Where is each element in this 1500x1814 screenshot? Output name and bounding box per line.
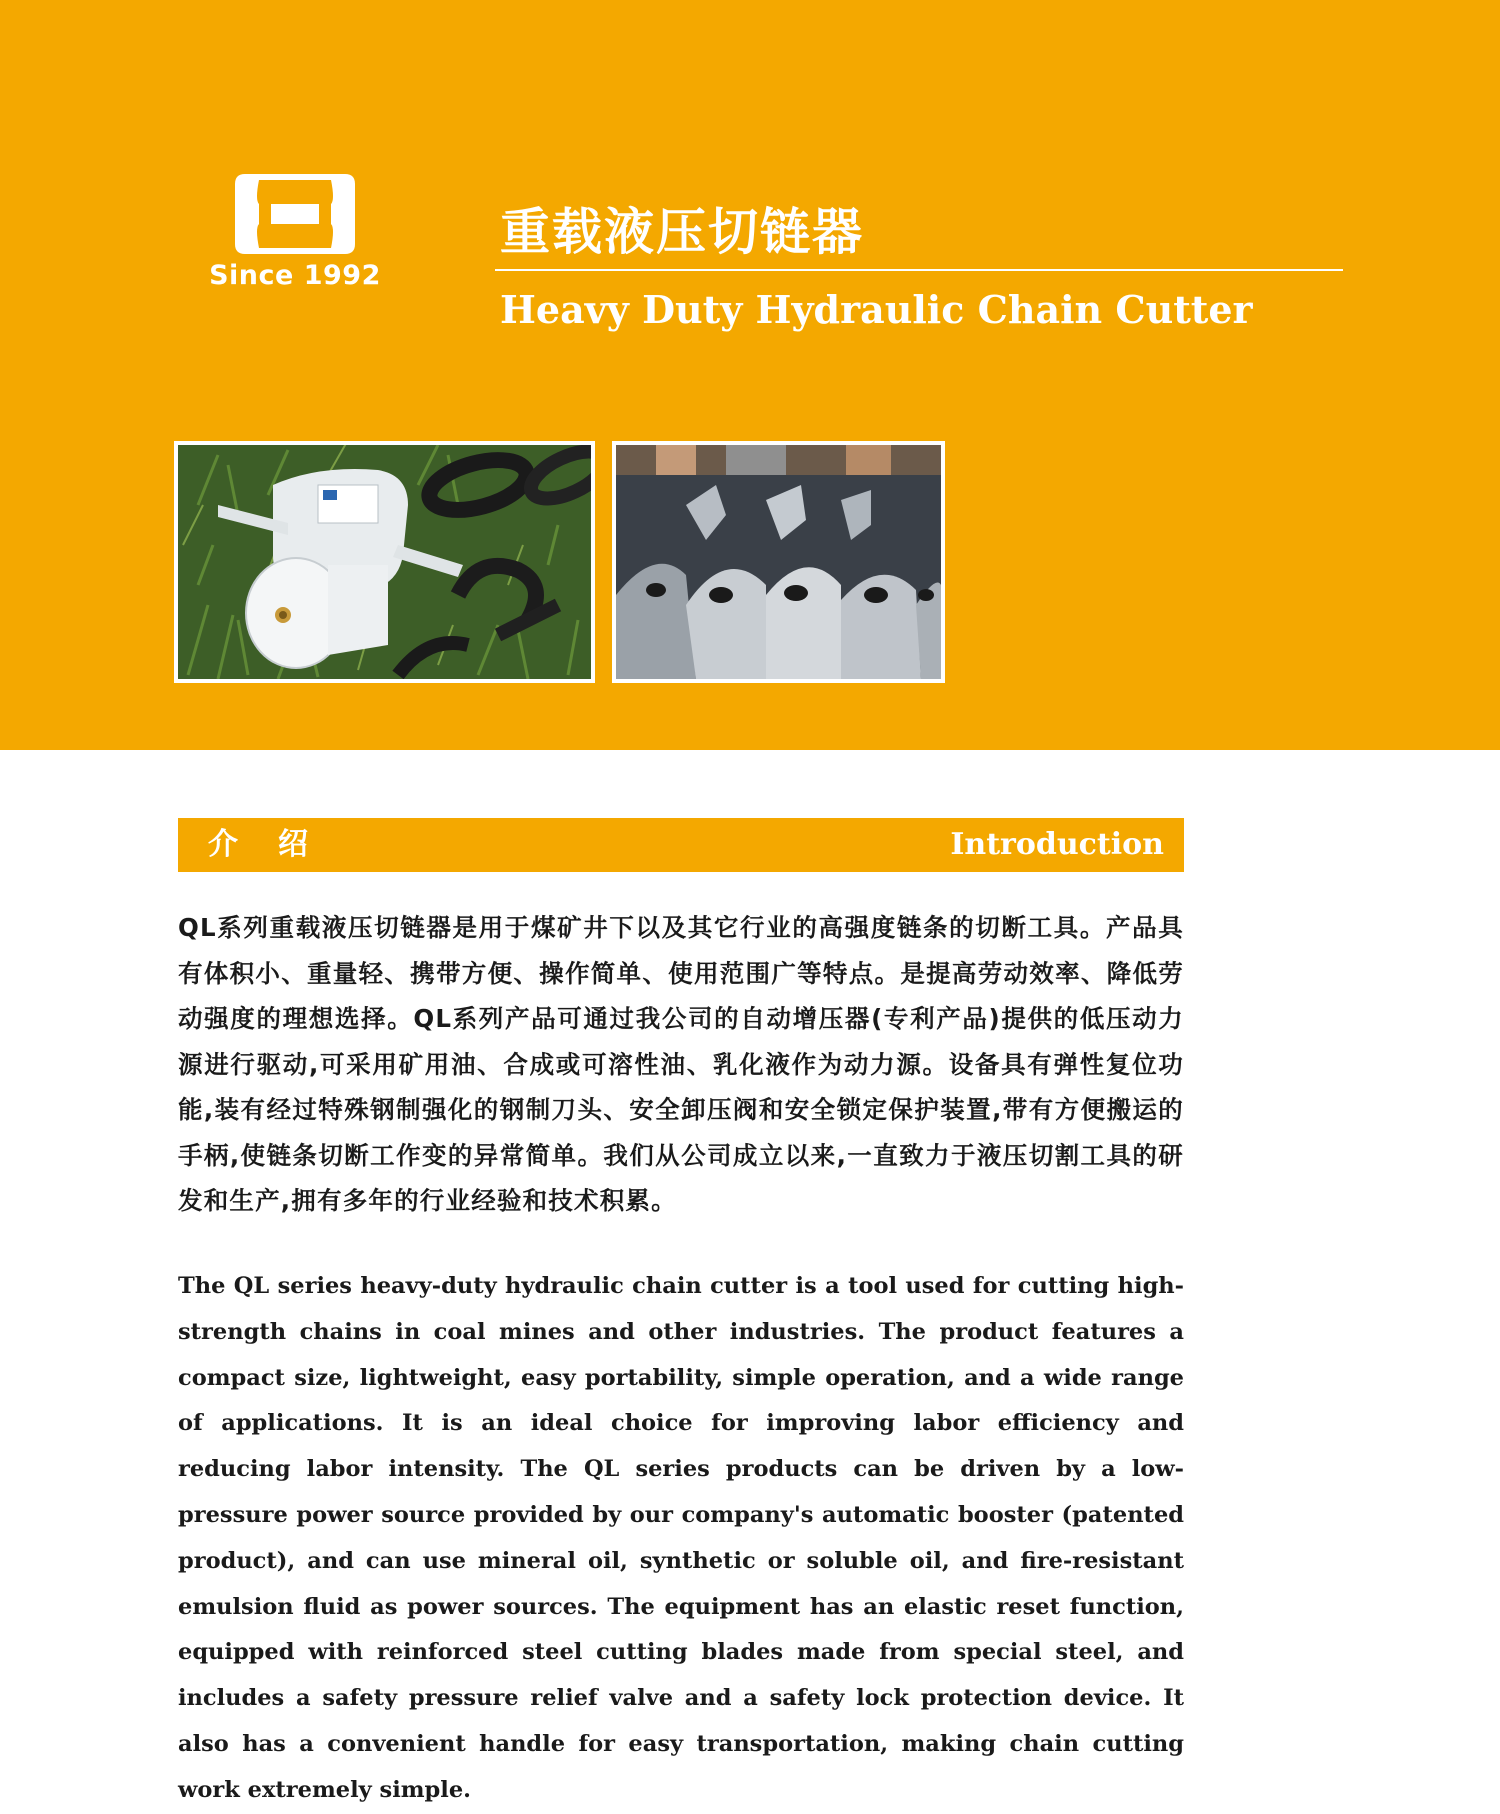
intro-paragraph-english: The QL series heavy-duty hydraulic chain cutter is a tool used for cutting high-strength chains in coal mines and other industries. The product features a compact size, lightweight, easy portability, simple operation, and a wide range of applications. It is an ideal choice for improving labor efficiency and reducing labor intensity. The QL series products can be driven by a low-pressure power source provided by our company's automatic booster (patented product), and can use mineral oil, synthetic or soluble oil, and fire-resistant emulsion fluid as power sources. The equipment has an elastic reset function, equipped with reinforced steel cutting blades made from special steel, and includes a safety pressure relief valve and a safety lock protection device. It also has a convenient handle for easy transportation, making chain cutting work extremely simple. <box>178 1273 1184 1803</box>
company-logo <box>205 170 385 290</box>
intro-paragraph-chinese: QL系列重载液压切链器是用于煤矿井下以及其它行业的高强度链条的切断工具。产品具有体积小、重量轻、携带方便、操作简单、使用范围广等特点。是提高劳动效率、降低劳动强度的理想选择。QL系列产品可通过我公司的自动增压器(专利产品)提供的低压动力源进行驱动,可采用矿用油、合成或可溶性油、乳化液作为动力源。设备具有弹性复位功能,装有经过特殊钢制强化的钢制刀头、安全卸压阀和安全锁定保护装置,带有方便搬运的手柄,使链条切断工作变的异常简单。我们从公司成立以来,一直致力于液压切割工具的研发和生产,拥有多年的行业经验和技术积累。 <box>178 913 1184 1215</box>
section-header-introduction <box>178 818 1184 872</box>
logo-h-icon <box>231 170 359 258</box>
section-title-chinese: 介绍 <box>208 827 348 862</box>
section-title-english: Introduction <box>950 827 1164 862</box>
title-english: Heavy Duty Hydraulic Chain Cutter <box>500 287 1253 332</box>
title-chinese: 重载液压切链器 <box>500 202 864 261</box>
since-label: Since 1992 <box>209 260 381 291</box>
title-divider <box>495 269 1343 271</box>
product-photo-cutter <box>174 441 595 683</box>
header-banner <box>0 0 1500 750</box>
product-photo-blades <box>612 441 945 683</box>
